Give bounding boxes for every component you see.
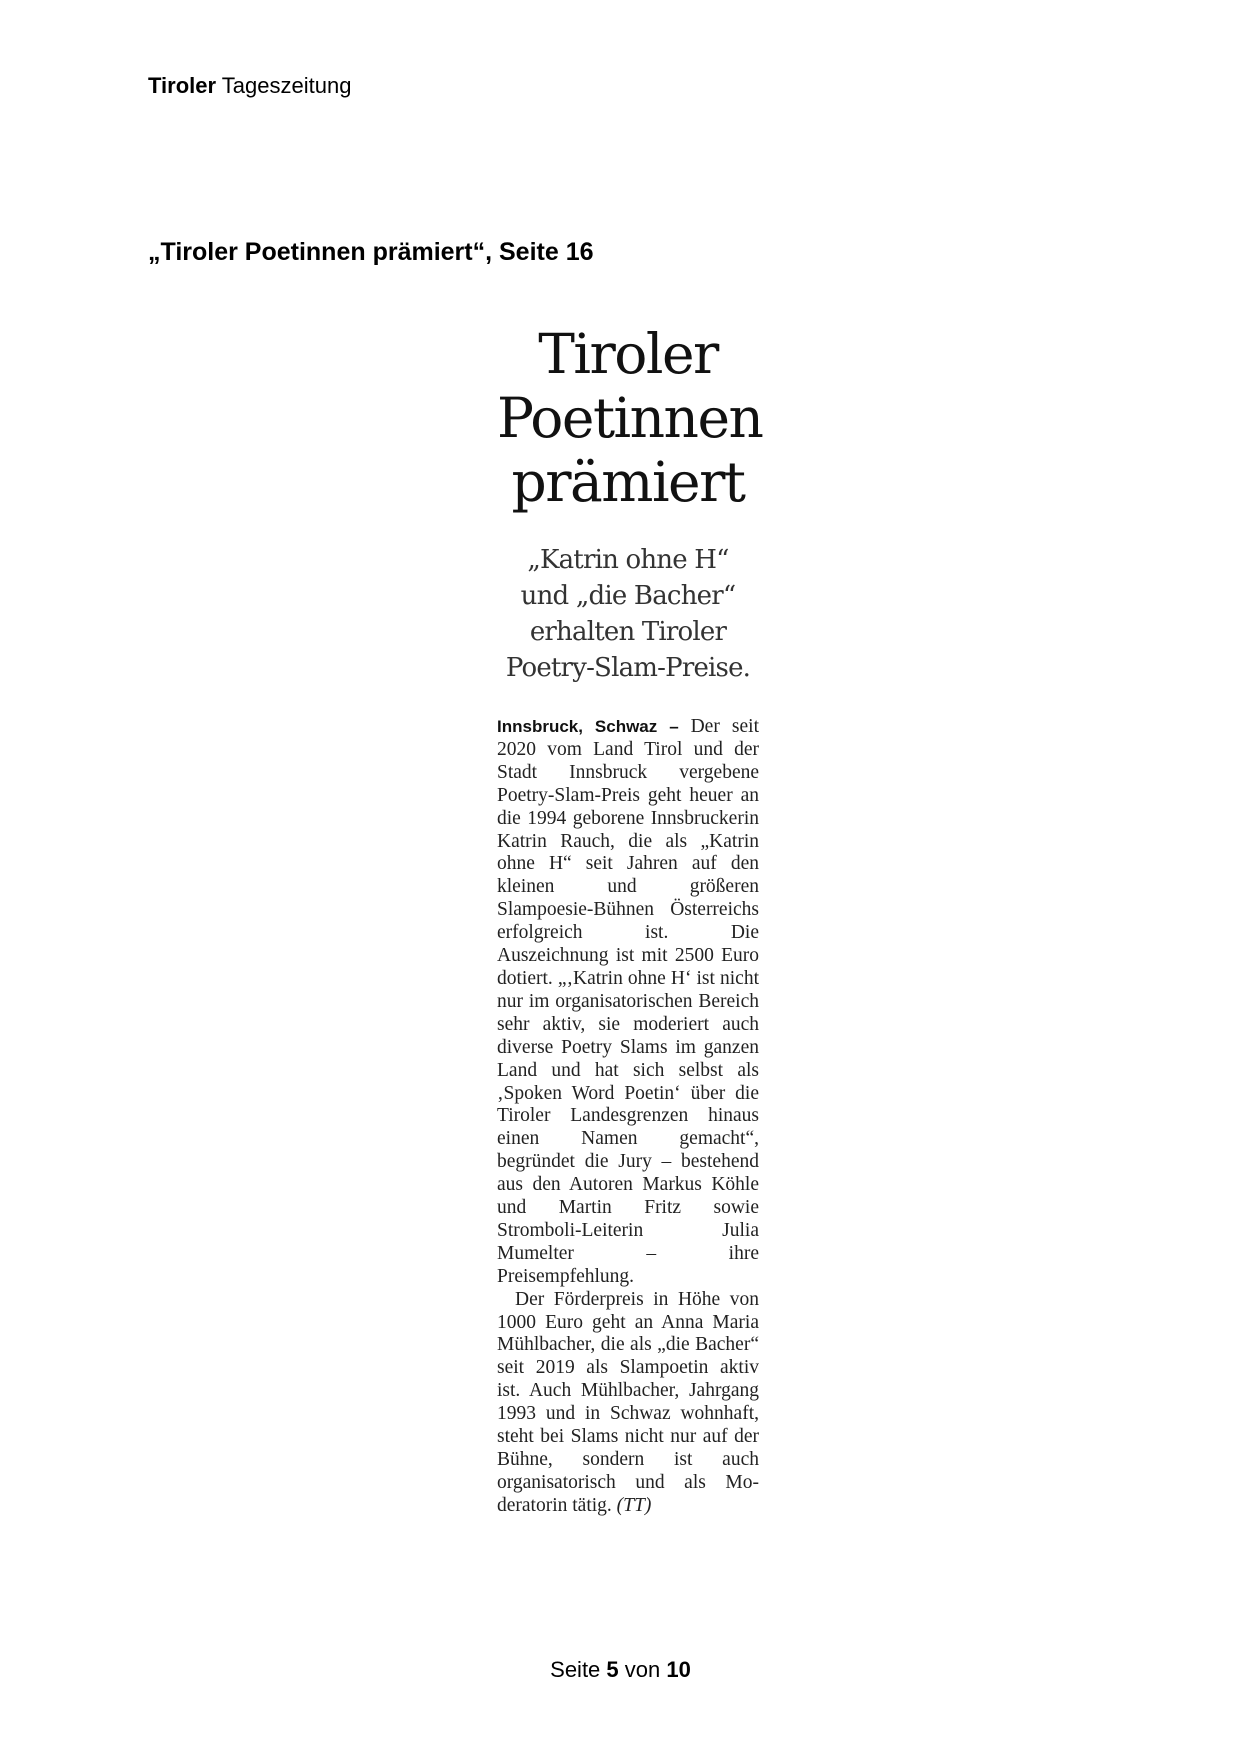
subhead-line: und „die Bacher“ bbox=[520, 581, 736, 611]
footer-prefix: Seite bbox=[550, 1657, 607, 1682]
article-clipping bbox=[497, 322, 763, 1518]
article-paragraph-1 bbox=[497, 716, 759, 1289]
paragraph-2-text: Der Förderpreis in Höhe von 1000 Euro geht an Anna Maria Mühlbacher, die als „die Bacher“ seit 2019 als Slampoetin aktiv ist. Auch Mühlbacher, Jahrgang 1993 und in Schwaz wohnhaft, steht bei Slams nicht nur auf der Bühne, sondern ist auch organisatorisch und als Moderatorin tätig. bbox=[497, 1288, 759, 1516]
article-headline bbox=[497, 322, 763, 514]
headline-line: Poetinnen bbox=[497, 386, 763, 450]
footer-total-pages: 10 bbox=[666, 1657, 691, 1682]
article-dateline: Innsbruck, Schwaz – bbox=[497, 717, 691, 736]
headline-line: prämiert bbox=[511, 450, 745, 514]
subhead-line: Poetry-Slam-Preise. bbox=[505, 653, 751, 683]
article-subhead bbox=[497, 542, 759, 686]
page-header bbox=[148, 72, 351, 100]
paragraph-1-text: Der seit 2020 vom Land Tirol und der Stadt Innsbruck vergebene Poetry-Slam-Preis geht heuer an die 1994 geborene Innsbruckerin Katrin Rauch, die als „Katrin ohne H“ seit Jahren auf den kleinen und größeren Slampoesie-Bühnen Österreichs erfolgreich ist. Die Auszeichnung ist mit 2500 Euro dotiert. „‚Katrin ohne H‘ ist nicht nur im organisatorischen Bereich sehr aktiv, sie moderiert auch diverse Poetry Slams im ganzen Land und hat sich selbst als ‚Spoken Word Poetin‘ über die Tiroler Landesgrenzen hinaus einen Namen gemacht“, begründet die Jury – bestehend aus den Autoren Markus Köhle und Martin Fritz sowie Stromboli-Leiterin Julia Mumelter – ihre Preisempfehlung. bbox=[497, 716, 759, 1287]
page-footer bbox=[0, 1656, 1241, 1684]
headline-line: Tiroler bbox=[538, 322, 718, 386]
article-credit: (TT) bbox=[616, 1494, 652, 1516]
subhead-line: erhalten Tiroler bbox=[529, 617, 727, 647]
subhead-line: „Katrin ohne H“ bbox=[527, 545, 729, 575]
publication-name-rest: Tageszeitung bbox=[216, 73, 352, 98]
footer-middle: von bbox=[618, 1657, 667, 1682]
section-title: „Tiroler Poetinnen prämiert“, Seite 16 bbox=[148, 238, 594, 266]
article-body bbox=[497, 716, 759, 1518]
publication-name-bold: Tiroler bbox=[148, 73, 217, 98]
article-paragraph-2 bbox=[497, 1289, 759, 1518]
footer-current-page: 5 bbox=[606, 1657, 619, 1682]
